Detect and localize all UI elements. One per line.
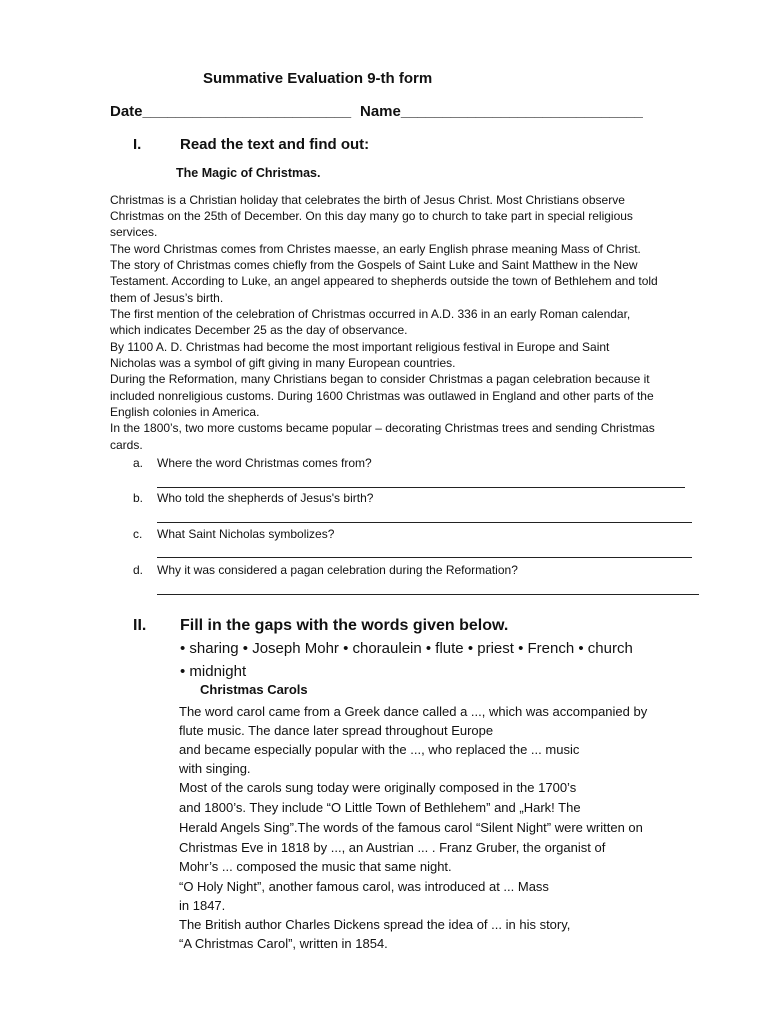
section-1-number: I. xyxy=(133,136,142,153)
section-1-instruction: Read the text and find out: xyxy=(180,136,370,153)
worksheet-title: Summative Evaluation 9-th form xyxy=(203,70,433,87)
story-title: The Magic of Christmas. xyxy=(176,166,321,180)
text-line: The word carol came from a Greek dance called a ..., which was accompanied by xyxy=(179,704,648,719)
text-line: English colonies in America. xyxy=(110,405,260,419)
question-text: Why it was considered a pagan celebration during the Reformation? xyxy=(157,563,518,577)
date-field: Date_________________________ xyxy=(110,103,352,120)
question-letter: b. xyxy=(133,491,144,505)
question-text: Where the word Christmas comes from? xyxy=(157,456,372,470)
text-line: in 1847. xyxy=(179,898,226,913)
text-line: Mohr’s ... composed the music that same night. xyxy=(179,859,452,874)
question-text: Who told the shepherds of Jesus's birth? xyxy=(157,491,374,505)
text-line: By 1100 A. D. Christmas had become the most important religious festival in Europe and Saint xyxy=(110,340,610,354)
text-line: with singing. xyxy=(179,761,251,776)
answer-line[interactable] xyxy=(157,594,699,595)
section-2-instruction: Fill in the gaps with the words given below. xyxy=(180,617,509,634)
carols-title: Christmas Carols xyxy=(200,682,308,697)
text-line: The story of Christmas comes chiefly from the Gospels of Saint Luke and Saint Matthew in the New xyxy=(110,258,638,272)
word-bank-line: • sharing • Joseph Mohr • choraulein • flute • priest • French • church xyxy=(180,640,633,657)
text-line: Testament. According to Luke, an angel appeared to shepherds outside the town of Bethlehem and told xyxy=(110,274,658,288)
text-line: The British author Charles Dickens spread the idea of ... in his story, xyxy=(179,917,571,932)
text-line: services. xyxy=(110,225,158,239)
text-line: “O Holy Night”, another famous carol, was introduced at ... Mass xyxy=(179,879,549,894)
text-line: The word Christmas comes from Christes maesse, an early English phrase meaning Mass of Christ. xyxy=(110,242,641,256)
section-2-number: II. xyxy=(133,617,147,634)
text-line: flute music. The dance later spread throughout Europe xyxy=(179,723,494,738)
text-line: cards. xyxy=(110,438,143,452)
question-letter: d. xyxy=(133,563,144,577)
question-letter: c. xyxy=(133,527,143,541)
text-line: them of Jesus’s birth. xyxy=(110,291,224,305)
question-letter: a. xyxy=(133,456,144,470)
text-line: In the 1800’s, two more customs became popular – decorating Christmas trees and sending Christmas xyxy=(110,421,655,435)
text-line: The first mention of the celebration of Christmas occurred in A.D. 336 in an early Roman calendar, xyxy=(110,307,631,321)
text-line: “A Christmas Carol”, written in 1854. xyxy=(179,936,388,951)
question-text: What Saint Nicholas symbolizes? xyxy=(157,527,335,541)
text-line: During the Reformation, many Christians began to consider Christmas a pagan celebration because it xyxy=(110,372,650,386)
text-line: Christmas is a Christian holiday that celebrates the birth of Jesus Christ. Most Christians observe xyxy=(110,193,625,207)
text-line: Herald Angels Sing”.The words of the famous carol “Silent Night” were written on xyxy=(179,820,643,835)
answer-line[interactable] xyxy=(157,557,692,558)
text-line: which indicates December 25 as the day of observance. xyxy=(110,323,408,337)
name-field: Name_____________________________ xyxy=(360,103,643,120)
text-line: Nicholas was a symbol of gift giving in many European countries. xyxy=(110,356,456,370)
text-line: Christmas on the 25th of December. On this day many go to church to take part in special religious xyxy=(110,209,633,223)
text-line: Christmas Eve in 1818 by ..., an Austrian ... . Franz Gruber, the organist of xyxy=(179,840,606,855)
text-line: and 1800’s. They include “O Little Town of Bethlehem” and „Hark! The xyxy=(179,800,581,815)
answer-line[interactable] xyxy=(157,522,692,523)
answer-line[interactable] xyxy=(157,487,685,488)
text-line: and became especially popular with the ..., who replaced the ... music xyxy=(179,742,580,757)
text-line: included nonreligious customs. During 1600 Christmas was outlawed in England and other parts of the xyxy=(110,389,654,403)
word-bank-line: • midnight xyxy=(180,663,247,680)
text-line: Most of the carols sung today were originally composed in the 1700’s xyxy=(179,780,577,795)
